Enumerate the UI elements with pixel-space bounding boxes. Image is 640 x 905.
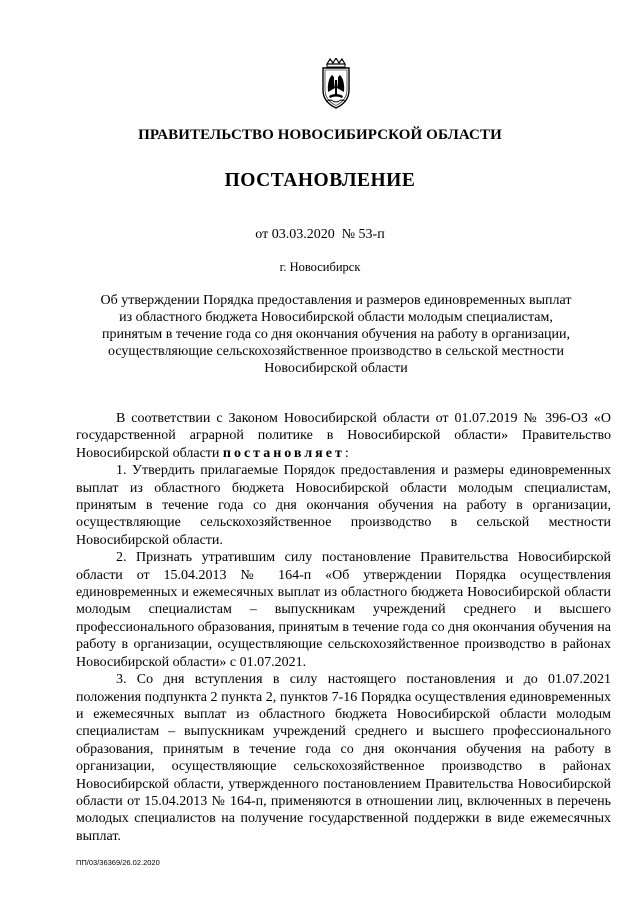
date-and-number: от 03.03.2020 № 53-п — [255, 227, 385, 242]
clause-1: 1. Утвердить прилагаемые Порядок предоставления и размеры единовременных выплат из областного бюджета Новосибирской области молодым специалистам, принятым в течение года со дня окончания обучения на работу в организации, осуществляющие сельскохозяйственное производство в сельской местности Новосибирской области. — [76, 463, 611, 548]
clause-3: 3. Со дня вступления в силу настоящего постановления и до 01.07.2021 положения подпункта 2 пункта 2, пунктов 7-16 Порядка осуществления единовременных и ежемесячных выплат из областного бюджета Новосибирской области молодым специалистам – выпускникам учреждений среднего и высшего профессионального образования, принятым в течение года со дня окончания обучения на работу в организации, осуществляющие сельскохозяйственное производство в районах Новосибирской области, утвержденного постановлением Правительства Новосибирской области от 15.04.2013 № 164-п, применяются в отношении лиц, включенных в перечень молодых специалистов на получение государственной поддержки в виде ежемесячных выплат. — [76, 672, 611, 844]
preamble-tail: : — [344, 445, 349, 461]
subject-line: принятым в течение года со дня окончания обучения на работу в организации, — [101, 327, 571, 342]
preamble-paragraph — [76, 410, 611, 462]
subject-line: Новосибирской области — [264, 361, 408, 376]
document-body — [76, 410, 611, 845]
subject-line: Об утверждении Порядка предоставления и размеров единовременных выплат — [100, 293, 572, 308]
novosibirsk-coat-of-arms-icon — [316, 58, 356, 110]
resolves-keyword: постановляет — [222, 445, 345, 461]
city-line: г. Новосибирск — [279, 260, 361, 274]
registration-code: ПП/03/36369/26.02.2020 — [76, 858, 160, 867]
subject-line: осуществляющие сельскохозяйственное производство в сельской местности — [107, 344, 565, 359]
preamble-text: В соответствии с Законом Новосибирской области от 01.07.2019 № 396-ОЗ «О государственной аграрной политике в Новосибирской области» Правительство Новосибирской области — [76, 411, 611, 461]
subject-line: из областного бюджета Новосибирской области молодым специалистам, — [119, 310, 553, 325]
clause-2: 2. Признать утратившим силу постановление Правительства Новосибирской области от 15.04.2013 № 164-п «Об утверждении Порядка осуществления единовременных и ежемесячных выплат из областного бюджета Новосибирской области молодым специалистам – выпускникам учреждений среднего и высшего профессионального образования, принятым в течение года со дня окончания обучения на работу в организации, осуществляющие сельскохозяйственное производство в районах Новосибирской области» с 01.07.2021. — [76, 550, 611, 670]
government-title: ПРАВИТЕЛЬСТВО НОВОСИБИРСКОЙ ОБЛАСТИ — [138, 127, 502, 143]
document-type-title: ПОСТАНОВЛЕНИЕ — [224, 170, 416, 191]
document-subject — [70, 292, 602, 377]
